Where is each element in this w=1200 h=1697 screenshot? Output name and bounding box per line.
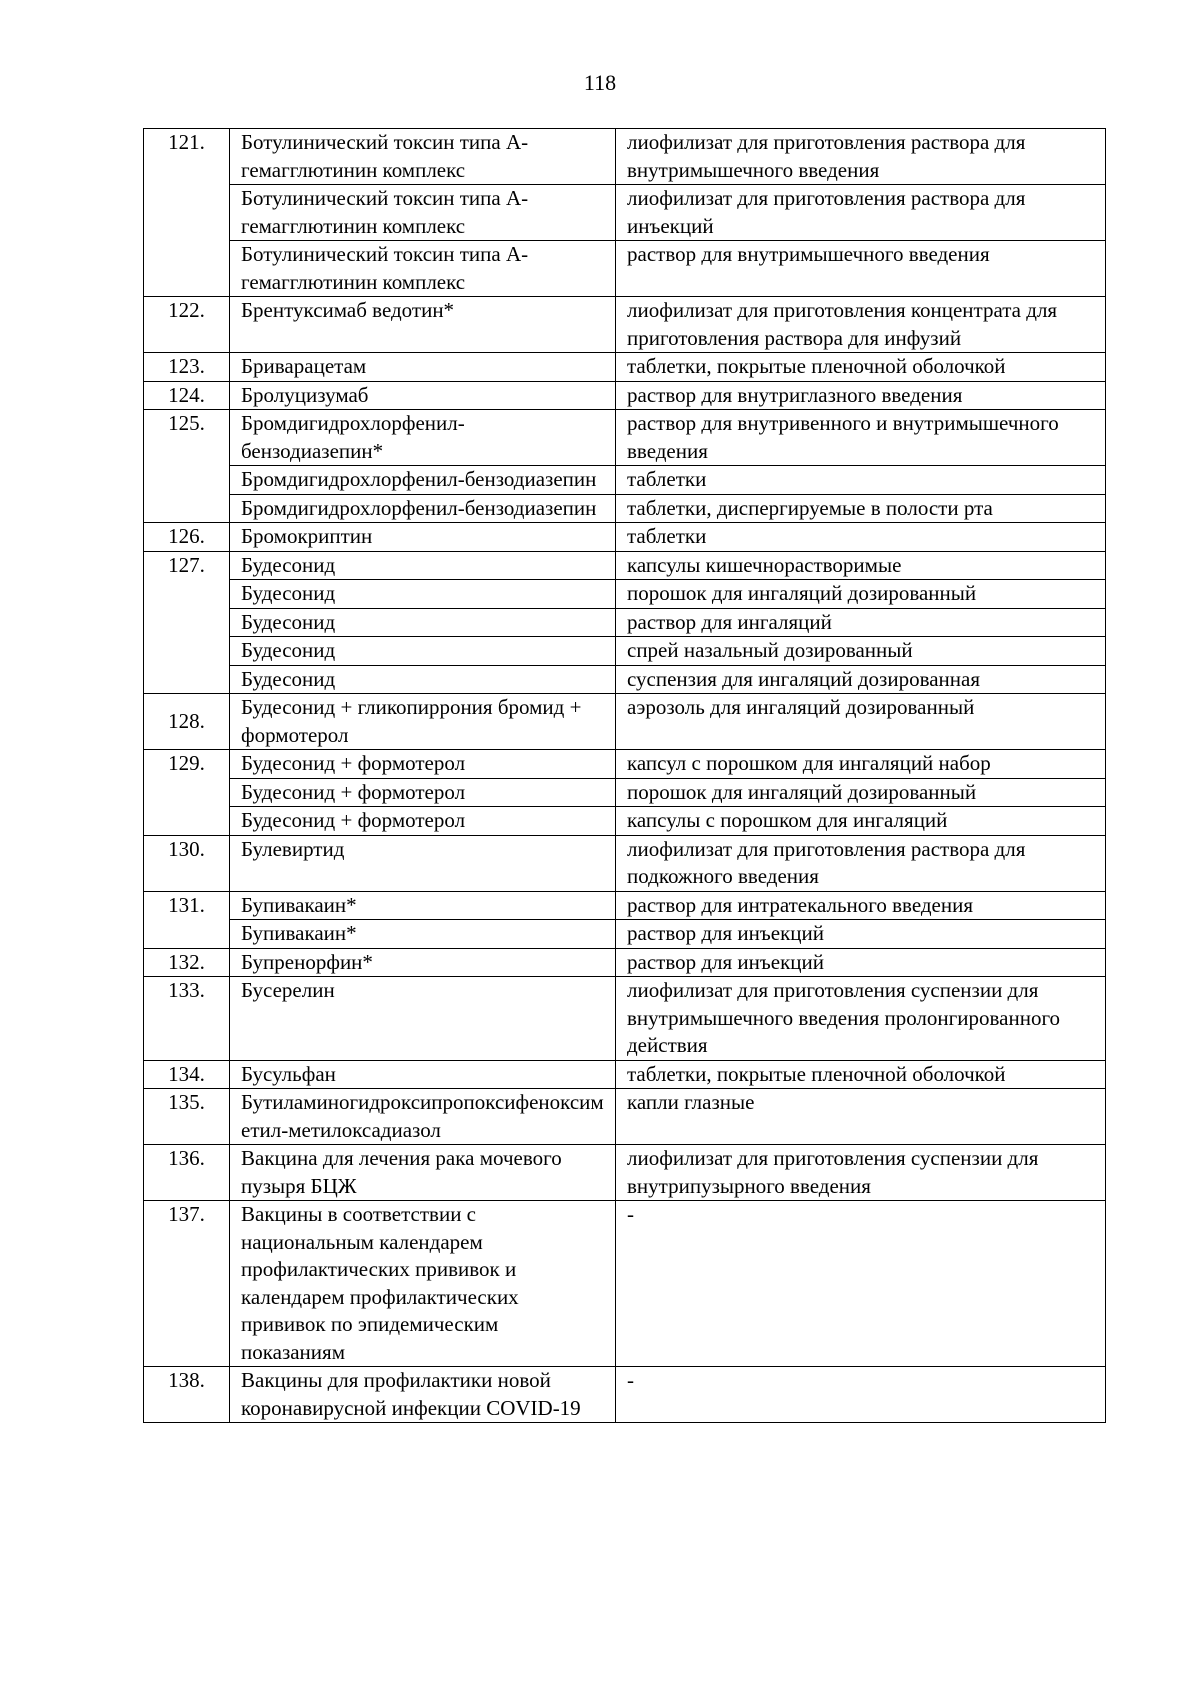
drug-name-cell: Бромдигидрохлорфенил-бензодиазепин: [230, 466, 616, 495]
table-row: [144, 297, 1106, 353]
drug-name-cell: Ботулинический токсин типа А-гемагглютинин комплекс: [230, 241, 616, 297]
table-row: [144, 580, 1106, 609]
dosage-form-cell: раствор для инъекций: [616, 920, 1106, 949]
drug-name-cell: Будесонид: [230, 608, 616, 637]
dosage-form-cell: капсулы кишечнорастворимые: [616, 551, 1106, 580]
drug-name-cell: Бупивакаин*: [230, 891, 616, 920]
drug-name-cell: Булевиртид: [230, 835, 616, 891]
row-number-cell: 135.: [144, 1089, 230, 1145]
row-number-cell: 128.: [144, 694, 230, 750]
dosage-form-cell: лиофилизат для приготовления раствора для внутримышечного введения: [616, 129, 1106, 185]
table-row: [144, 920, 1106, 949]
dosage-form-cell: капли глазные: [616, 1089, 1106, 1145]
dosage-form-cell: таблетки: [616, 466, 1106, 495]
dosage-form-cell: порошок для ингаляций дозированный: [616, 778, 1106, 807]
table-row: [144, 381, 1106, 410]
drug-name-cell: Бусульфан: [230, 1060, 616, 1089]
table-row: [144, 410, 1106, 466]
dosage-form-cell: лиофилизат для приготовления концентрата для приготовления раствора для инфузий: [616, 297, 1106, 353]
drug-table: [143, 128, 1106, 1423]
drug-name-cell: Брентуксимаб ведотин*: [230, 297, 616, 353]
table-row: [144, 1201, 1106, 1367]
table-row: [144, 750, 1106, 779]
table-row: [144, 637, 1106, 666]
dosage-form-cell: таблетки: [616, 523, 1106, 552]
drug-name-cell: Будесонид: [230, 665, 616, 694]
table-row: [144, 129, 1106, 185]
dosage-form-cell: суспензия для ингаляций дозированная: [616, 665, 1106, 694]
drug-name-cell: Будесонид: [230, 637, 616, 666]
drug-name-cell: Вакцины в соответствии с национальным календарем профилактических прививок и календарем профилактических прививок по эпидемическим показаниям: [230, 1201, 616, 1367]
table-row: [144, 1060, 1106, 1089]
drug-name-cell: Вакцины для профилактики новой коронавирусной инфекции COVID-19: [230, 1367, 616, 1423]
table-row: [144, 835, 1106, 891]
dosage-form-cell: раствор для инъекций: [616, 948, 1106, 977]
dosage-form-cell: лиофилизат для приготовления раствора для подкожного введения: [616, 835, 1106, 891]
dosage-form-cell: спрей назальный дозированный: [616, 637, 1106, 666]
drug-name-cell: Будесонид: [230, 580, 616, 609]
drug-name-cell: Бупивакаин*: [230, 920, 616, 949]
dosage-form-cell: раствор для ингаляций: [616, 608, 1106, 637]
table-row: [144, 891, 1106, 920]
row-number-cell: 138.: [144, 1367, 230, 1423]
drug-name-cell: Ботулинический токсин типа А-гемагглютинин комплекс: [230, 185, 616, 241]
row-number-cell: 123.: [144, 353, 230, 382]
table-row: [144, 948, 1106, 977]
drug-name-cell: Вакцина для лечения рака мочевого пузыря БЦЖ: [230, 1145, 616, 1201]
drug-name-cell: Бупренорфин*: [230, 948, 616, 977]
drug-name-cell: Будесонид: [230, 551, 616, 580]
table-row: [144, 551, 1106, 580]
row-number-cell: 132.: [144, 948, 230, 977]
dosage-form-cell: раствор для интратекального введения: [616, 891, 1106, 920]
row-number-cell: 127.: [144, 551, 230, 694]
table-row: [144, 466, 1106, 495]
table-row: [144, 1145, 1106, 1201]
drug-name-cell: Ботулинический токсин типа А-гемагглютинин комплекс: [230, 129, 616, 185]
dosage-form-cell: лиофилизат для приготовления суспензии для внутрипузырного введения: [616, 1145, 1106, 1201]
row-number-cell: 124.: [144, 381, 230, 410]
dosage-form-cell: таблетки, покрытые пленочной оболочкой: [616, 1060, 1106, 1089]
drug-name-cell: Будесонид + формотерол: [230, 778, 616, 807]
dosage-form-cell: капсул с порошком для ингаляций набор: [616, 750, 1106, 779]
table-row: [144, 977, 1106, 1061]
row-number-cell: 121.: [144, 129, 230, 297]
row-number-cell: 137.: [144, 1201, 230, 1367]
dosage-form-cell: таблетки, покрытые пленочной оболочкой: [616, 353, 1106, 382]
dosage-form-cell: раствор для внутриглазного введения: [616, 381, 1106, 410]
row-number-cell: 130.: [144, 835, 230, 891]
row-number-cell: 129.: [144, 750, 230, 836]
row-number-cell: 136.: [144, 1145, 230, 1201]
drug-name-cell: Бусерелин: [230, 977, 616, 1061]
drug-name-cell: Бролуцизумаб: [230, 381, 616, 410]
table-row: [144, 353, 1106, 382]
row-number-cell: 131.: [144, 891, 230, 948]
drug-name-cell: Бромокриптин: [230, 523, 616, 552]
row-number-cell: 125.: [144, 410, 230, 523]
drug-name-cell: Бромдигидрохлорфенил-бензодиазепин: [230, 494, 616, 523]
drug-name-cell: Бутиламиногидроксипропоксифеноксиметил-метилоксадиазол: [230, 1089, 616, 1145]
drug-name-cell: Будесонид + гликопиррония бромид + формотерол: [230, 694, 616, 750]
dosage-form-cell: раствор для внутривенного и внутримышечного введения: [616, 410, 1106, 466]
page-number: 118: [583, 70, 617, 95]
table-row: [144, 1367, 1106, 1423]
dosage-form-cell: лиофилизат для приготовления суспензии для внутримышечного введения пролонгированного действия: [616, 977, 1106, 1061]
row-number-cell: 126.: [144, 523, 230, 552]
table-row: [144, 241, 1106, 297]
table-row: [144, 778, 1106, 807]
table-row: [144, 608, 1106, 637]
dosage-form-cell: порошок для ингаляций дозированный: [616, 580, 1106, 609]
row-number-cell: 133.: [144, 977, 230, 1061]
table-row: [144, 665, 1106, 694]
table-row: [144, 494, 1106, 523]
drug-name-cell: Будесонид + формотерол: [230, 750, 616, 779]
dosage-form-cell: таблетки, диспергируемые в полости рта: [616, 494, 1106, 523]
dosage-form-cell: аэрозоль для ингаляций дозированный: [616, 694, 1106, 750]
table-row: [144, 185, 1106, 241]
dosage-form-cell: лиофилизат для приготовления раствора для инъекций: [616, 185, 1106, 241]
dosage-form-cell: -: [616, 1367, 1106, 1423]
table-row: [144, 807, 1106, 836]
dosage-form-cell: -: [616, 1201, 1106, 1367]
table-row: [144, 694, 1106, 750]
row-number-cell: 134.: [144, 1060, 230, 1089]
table-row: [144, 1089, 1106, 1145]
drug-name-cell: Бриварацетам: [230, 353, 616, 382]
drug-name-cell: Бромдигидрохлорфенил-бензодиазепин*: [230, 410, 616, 466]
dosage-form-cell: раствор для внутримышечного введения: [616, 241, 1106, 297]
row-number-cell: 122.: [144, 297, 230, 353]
table-row: [144, 523, 1106, 552]
table-body: [144, 129, 1106, 1423]
drug-name-cell: Будесонид + формотерол: [230, 807, 616, 836]
dosage-form-cell: капсулы с порошком для ингаляций: [616, 807, 1106, 836]
